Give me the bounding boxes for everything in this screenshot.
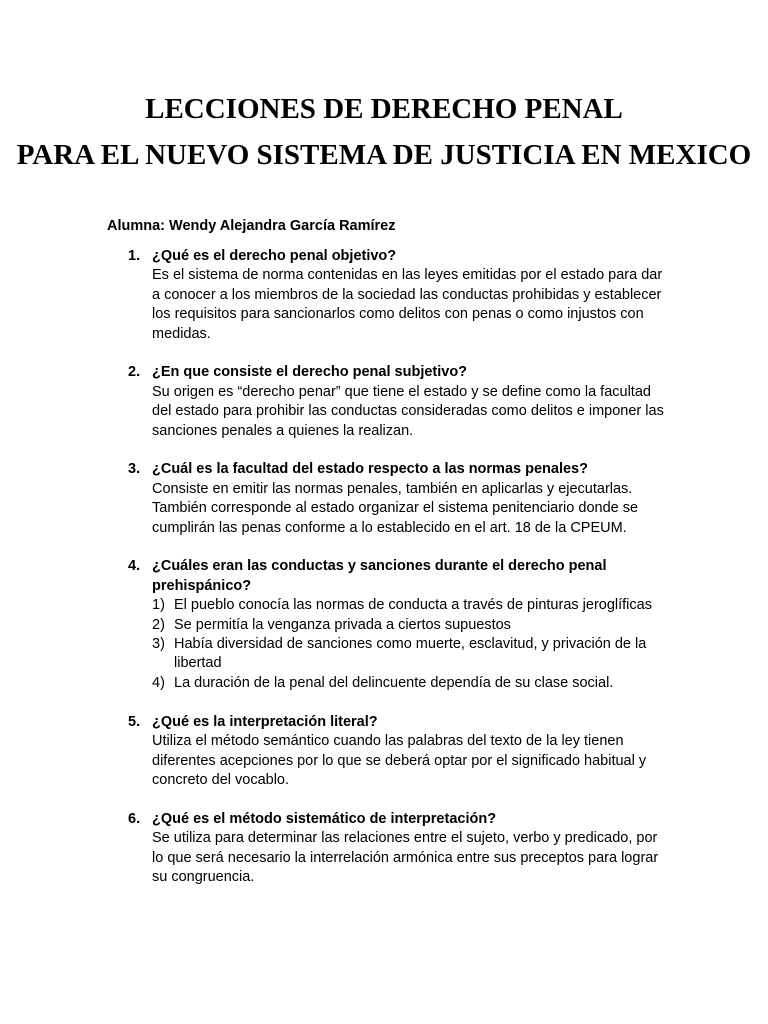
sub-answer-text: El pueblo conocía las normas de conducta a través de pinturas jeroglíficas [174,597,652,614]
sub-answer-item [152,616,667,635]
question-text: ¿Cuáles eran las conductas y sanciones durante el derecho penal prehispánico? [152,558,607,594]
sub-answer-number: 3) [152,636,165,653]
sub-answer-item [152,674,667,693]
answer-text: Se utiliza para determinar las relaciones entre el sujeto, verbo y predicado, por lo que será necesario la interrelación armónica entre sus preceptos para lograr su congruencia. [152,830,659,885]
question-item [0,713,667,791]
document-title: LECCIONES DE DERECHO PENAL [145,93,623,125]
question-list [0,247,768,907]
answer-text: Consiste en emitir las normas penales, también en aplicarlas y ejecutarlas. También corresponde al estado organizar el sistema penitenciario donde se cumplirán las penas conforme a lo establecido en el art. 18 de la CPEUM. [152,480,639,536]
question-text: ¿Qué es el método sistemático de interpretación? [152,810,497,827]
question-text: ¿En que consiste el derecho penal subjetivo? [152,364,468,381]
question-number: 4. [128,558,141,575]
question-number: 2. [128,364,141,381]
sub-answer-number: 2) [152,616,165,633]
question-number: 5. [128,713,141,730]
answer-text: Utiliza el método semántico cuando las palabras del texto de la ley tienen diferentes acepciones por lo que se deberá optar por el significado habitual y concreto del vocablo. [152,733,647,788]
question-text: ¿Cuál es la facultad del estado respecto a las normas penales? [152,461,588,478]
sub-answer-number: 4) [152,674,165,691]
question-item [0,557,667,693]
sub-answer-item [152,596,667,615]
sub-answer-number: 1) [152,597,165,614]
question-text: ¿Qué es el derecho penal objetivo? [152,248,397,264]
answer-text: Es el sistema de norma contenidas en las leyes emitidas por el estado para dar a conocer a los miembros de la sociedad las conductas prohibidas y establecer los requisitos para sancionarlos como delitos con penas o como injustos con medidas. [152,267,663,342]
document-subtitle: PARA EL NUEVO SISTEMA DE JUSTICIA EN MEXICO [16,139,752,171]
question-number: 1. [128,248,141,264]
answer-text: Su origen es “derecho penar” que tiene el estado y se define como la facultad del estado para prohibir las conductas consideradas como delitos e imponer las sanciones penales a quienes la realizan. [152,383,664,439]
question-item [0,460,667,538]
author-line: Alumna: Wendy Alejandra García Ramírez [107,218,396,234]
sub-answer-item [152,635,667,674]
sub-answer-text: Se permitía la venganza privada a ciertos supuestos [174,616,511,633]
sub-answer-text: Había diversidad de sanciones como muerte, esclavitud, y privación de la libertad [174,636,647,672]
sub-answer-text: La duración de la penal del delincuente dependía de su clase social. [174,674,614,691]
question-item [0,363,667,441]
question-item [0,810,667,888]
question-item [0,247,667,344]
question-text: ¿Qué es la interpretación literal? [152,713,378,730]
question-number: 6. [128,810,141,827]
sub-answer-list [152,596,667,693]
question-number: 3. [128,461,141,478]
